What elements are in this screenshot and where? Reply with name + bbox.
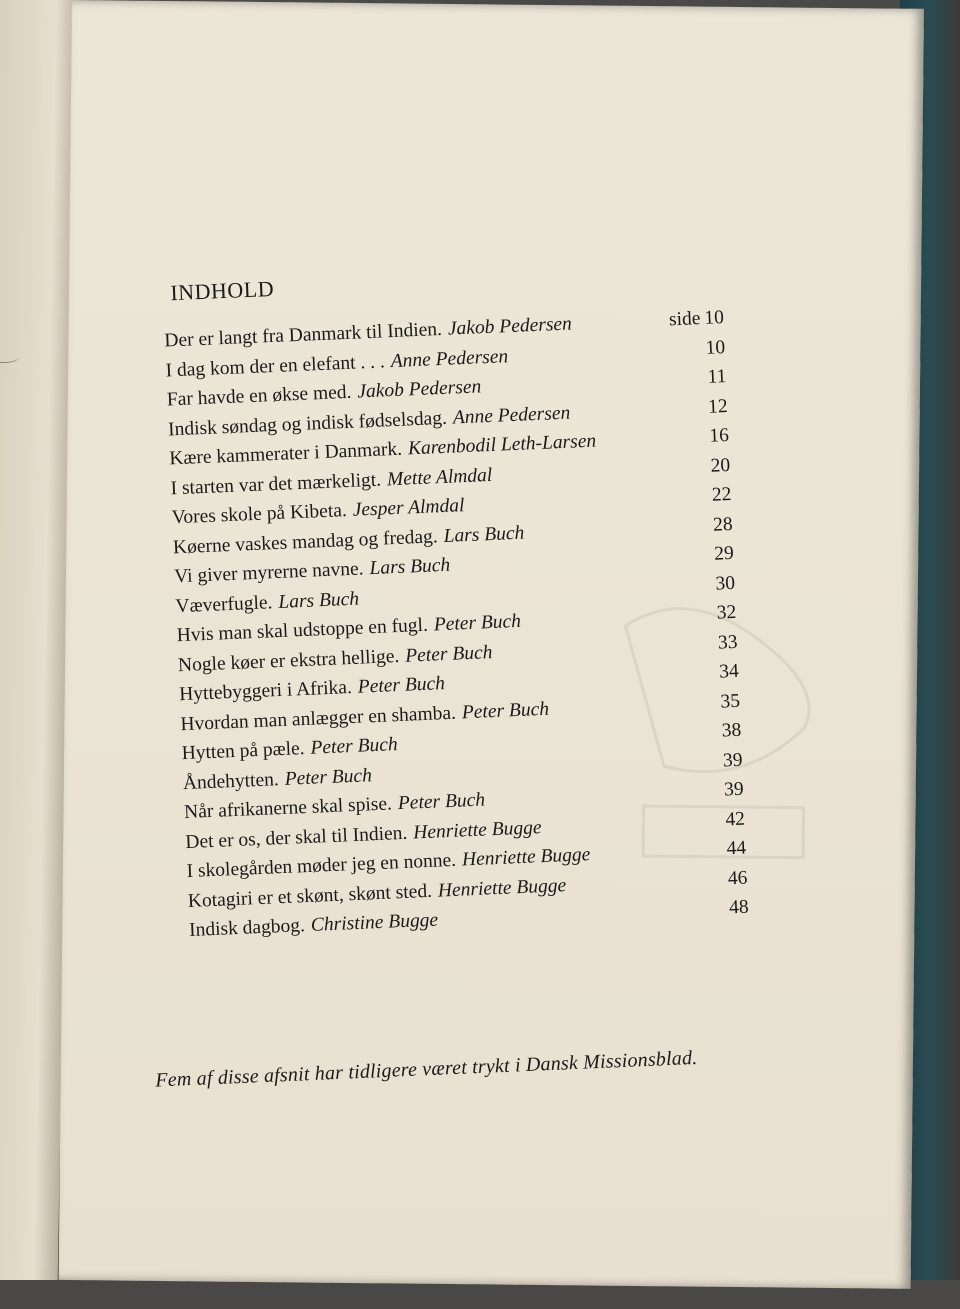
page-number: 11 bbox=[707, 366, 727, 388]
entry-page-number bbox=[678, 897, 749, 922]
entry-page-number bbox=[657, 396, 728, 421]
entry-title: Hytten på pæle. bbox=[181, 738, 305, 765]
page-number: 16 bbox=[708, 424, 730, 447]
entry-author: Mette Almdal bbox=[386, 464, 493, 490]
entry-author: Peter Buch bbox=[357, 673, 446, 698]
entry-page-number bbox=[658, 425, 729, 450]
entry-page-number bbox=[676, 838, 747, 863]
page-number: 42 bbox=[724, 808, 746, 830]
entry-author: Peter Buch bbox=[284, 764, 373, 790]
page-number: 28 bbox=[712, 513, 734, 536]
page-number: 29 bbox=[713, 542, 735, 565]
page-number: 12 bbox=[707, 395, 729, 418]
entry-author: Jakob Pedersen bbox=[356, 376, 482, 403]
entry-title: Væverfugle. bbox=[175, 591, 273, 617]
entry-author: Lars Buch bbox=[443, 522, 525, 547]
entry-title: Hvis man skal udstoppe en fugl. bbox=[176, 614, 429, 647]
entry-page-number bbox=[662, 513, 733, 538]
entry-author: Lars Buch bbox=[369, 554, 451, 580]
page-number: 34 bbox=[718, 660, 740, 683]
entry-author: Henriette Bugge bbox=[461, 844, 591, 871]
page-content bbox=[41, 0, 946, 1300]
entry-title: I starten var det mærkeligt. bbox=[170, 469, 382, 499]
entry-page-number bbox=[677, 867, 748, 892]
entry-page-number bbox=[675, 808, 746, 833]
page-number: 10 bbox=[703, 307, 725, 329]
entry-author: Peter Buch bbox=[433, 610, 522, 636]
entry-page-number bbox=[667, 631, 738, 656]
page-number: 33 bbox=[717, 631, 738, 654]
page-number: 44 bbox=[726, 837, 747, 860]
entry-title: Nogle køer er ekstra hellige. bbox=[177, 645, 400, 676]
entry-page-number bbox=[663, 543, 734, 568]
entry-page-number bbox=[661, 484, 732, 509]
page-number: 38 bbox=[721, 719, 742, 742]
entry-page-number bbox=[660, 454, 731, 479]
entry-author: Karenbodil Leth-Larsen bbox=[407, 430, 597, 460]
entry-author: Peter Buch bbox=[310, 734, 399, 759]
page-number: 10 bbox=[705, 336, 726, 359]
entry-title: Åndehytten. bbox=[182, 768, 280, 794]
entry-author: Peter Buch bbox=[404, 641, 493, 667]
entry-page-number bbox=[655, 337, 726, 362]
page-number: 20 bbox=[710, 454, 731, 477]
entry-author: Jesper Almdal bbox=[352, 495, 465, 521]
entry-page-number bbox=[665, 572, 736, 597]
page-number: 32 bbox=[716, 601, 737, 624]
book-page bbox=[59, 0, 924, 1289]
entry-title: Vi giver myrerne navne. bbox=[173, 558, 364, 588]
page-number: 39 bbox=[723, 778, 745, 801]
entry-title: Køerne vaskes mandag og fredag. bbox=[172, 525, 439, 558]
entry-title: Vores skole på Kibeta. bbox=[171, 500, 348, 529]
page-number: 22 bbox=[711, 483, 732, 506]
entry-page-number bbox=[672, 749, 743, 774]
table-of-contents bbox=[164, 307, 749, 949]
entry-page-number bbox=[671, 720, 742, 745]
entry-title: Når afrikanerne skal spise. bbox=[183, 793, 393, 824]
entry-author: Henriette Bugge bbox=[412, 816, 542, 844]
entry-page-number bbox=[656, 366, 727, 391]
page-number: 35 bbox=[720, 690, 741, 713]
entry-title: Far havde en økse med. bbox=[166, 381, 352, 411]
entry-author: Anne Pedersen bbox=[390, 345, 509, 372]
entry-page-number bbox=[654, 307, 725, 332]
page-number: 48 bbox=[728, 896, 750, 919]
entry-author: Lars Buch bbox=[277, 588, 360, 613]
entry-title: Der er langt fra Danmark til Indien. bbox=[163, 318, 443, 352]
entry-title: Det er os, der skal til Indien. bbox=[184, 822, 408, 853]
entry-page-number bbox=[668, 661, 739, 686]
page-number: 30 bbox=[715, 572, 736, 595]
entry-author: Peter Buch bbox=[461, 698, 550, 723]
contents-heading: INDHOLD bbox=[169, 275, 275, 306]
entry-author: Henriette Bugge bbox=[437, 874, 567, 902]
entry-title: Indisk dagbog. bbox=[188, 915, 306, 942]
entry-page-number bbox=[673, 779, 744, 804]
entry-page-number bbox=[670, 690, 741, 715]
entry-title: Hyttebyggeri i Afrika. bbox=[178, 677, 353, 706]
entry-author: Jakob Pedersen bbox=[447, 313, 573, 340]
entry-title: Kære kammerater i Danmark. bbox=[168, 438, 403, 470]
side-label: side bbox=[668, 308, 701, 331]
entry-title: Hvordan man anlægger en shamba. bbox=[180, 702, 457, 735]
entry-title: Indisk søndag og indisk fødselsdag. bbox=[167, 407, 448, 440]
entry-author: Anne Pedersen bbox=[452, 402, 571, 429]
footnote: Fem af disse afsnit har tidligere været trykt i Dansk Missionsblad. bbox=[154, 1046, 698, 1092]
page-number: 39 bbox=[722, 749, 743, 772]
entry-author: Peter Buch bbox=[397, 789, 486, 815]
entry-title: I skolegården møder jeg en nonne. bbox=[186, 849, 457, 883]
entry-page-number bbox=[666, 602, 737, 627]
page-number: 46 bbox=[727, 867, 748, 889]
entry-author: Christine Bugge bbox=[310, 909, 439, 936]
page-mark bbox=[0, 352, 20, 363]
entry-title: Kotagiri er et skønt, skønt sted. bbox=[187, 880, 433, 912]
entry-title: I dag kom der en elefant . . . bbox=[165, 350, 386, 382]
